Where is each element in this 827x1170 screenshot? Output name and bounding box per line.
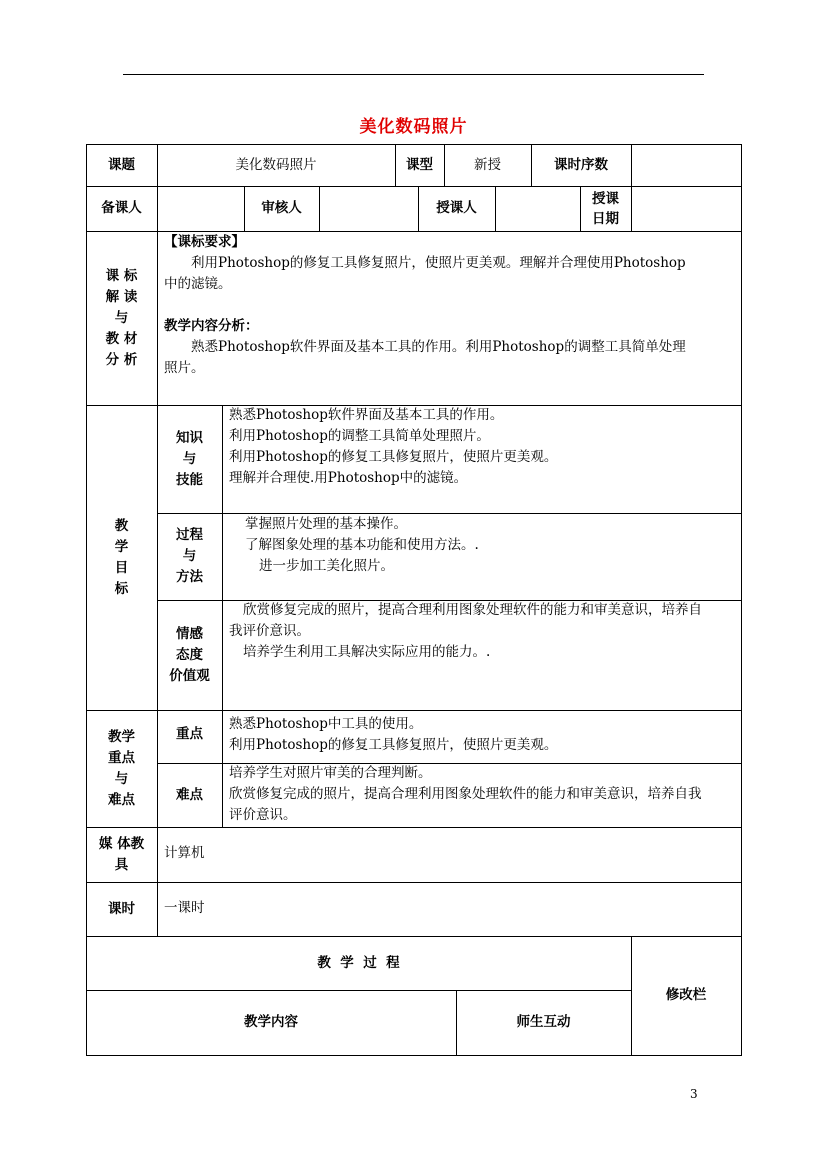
page-title: 美化数码照片 bbox=[359, 117, 468, 137]
process-label-line: 与 bbox=[182, 548, 197, 564]
type-label: 课型 bbox=[406, 156, 433, 173]
media-label-line: 具 bbox=[114, 856, 129, 873]
attitude-label-line: 情感 bbox=[176, 625, 203, 642]
date-label bbox=[580, 186, 631, 231]
objectives-label-line: 学 bbox=[114, 538, 129, 555]
focus-line: 熟悉Photoshop中工具的使用。 bbox=[229, 716, 423, 732]
knowledge-label bbox=[157, 405, 222, 513]
focus-line: 利用Photoshop的修复工具修复照片，使照片更美观。 bbox=[229, 737, 558, 753]
process-label-line: 过程 bbox=[176, 527, 203, 543]
standard-heading: 【课标要求】 bbox=[164, 234, 245, 250]
objectives-label bbox=[86, 405, 157, 710]
knowledge-line: 利用Photoshop的调整工具简单处理照片。 bbox=[229, 428, 490, 444]
focus-content bbox=[222, 710, 742, 763]
keypoints-label-line: 重点 bbox=[108, 749, 135, 766]
date-label-line-1: 授课 bbox=[592, 190, 619, 207]
attitude-label-line: 态度 bbox=[176, 646, 203, 663]
analysis-label-line: 教 材 bbox=[105, 330, 138, 347]
focus-label: 重点 bbox=[176, 726, 203, 742]
attitude-line: 欣赏修复完成的照片，提高合理利用图象处理软件的能力和审美意识，培养自 bbox=[243, 602, 702, 618]
attitude-label-line: 价值观 bbox=[169, 667, 210, 684]
keypoints-label-line: 与 bbox=[114, 770, 129, 787]
attitude-content bbox=[222, 600, 742, 710]
knowledge-line: 利用Photoshop的修复工具修复照片，使照片更美观。 bbox=[229, 449, 558, 465]
date-label-line-2: 日期 bbox=[592, 210, 619, 227]
attitude-line: 我评价意识。 bbox=[229, 623, 310, 639]
difficulty-label: 难点 bbox=[176, 786, 203, 803]
teacher-label: 授课人 bbox=[436, 200, 477, 216]
content-heading: 教学内容分析： bbox=[164, 318, 259, 334]
standard-text: 利用Photoshop的修复工具修复照片，使照片更美观。理解并合理使用Photoshop bbox=[191, 255, 686, 271]
knowledge-label-line: 与 bbox=[182, 450, 197, 467]
media-label-line: 媒 体教 bbox=[98, 835, 145, 852]
objectives-label-line: 教 bbox=[114, 517, 129, 534]
knowledge-content bbox=[222, 405, 742, 513]
process-line: 了解图象处理的基本功能和使用方法。. bbox=[245, 537, 479, 553]
process-line: 进一步加工美化照片。 bbox=[259, 558, 394, 574]
hours-label: 课时 bbox=[108, 900, 135, 917]
keypoints-label-line: 教学 bbox=[108, 728, 135, 745]
knowledge-line: 熟悉Photoshop软件界面及基本工具的作用。 bbox=[229, 407, 504, 423]
objectives-label-line: 目 bbox=[114, 559, 129, 576]
difficulty-line: 培养学生对照片审美的合理判断。 bbox=[229, 765, 432, 781]
knowledge-line: 理解并合理使.用Photoshop中的滤镜。 bbox=[229, 470, 468, 486]
content-text: 熟悉Photoshop软件界面及基本工具的作用。利用Photoshop的调整工具简单处理 bbox=[191, 339, 686, 355]
process-label-line: 方法 bbox=[176, 569, 203, 585]
type-value: 新授 bbox=[474, 156, 501, 173]
page-number: 3 bbox=[690, 1087, 698, 1101]
period-value bbox=[631, 144, 741, 186]
analysis-label bbox=[86, 231, 157, 405]
knowledge-label-line: 知识 bbox=[176, 429, 203, 446]
keypoints-label-line: 难点 bbox=[108, 791, 135, 808]
difficulty-content bbox=[222, 763, 742, 827]
analysis-label-line: 与 bbox=[114, 309, 129, 326]
analysis-label-line: 课 标 bbox=[105, 267, 138, 284]
objectives-label-line: 标 bbox=[114, 580, 129, 597]
process-label bbox=[157, 513, 222, 600]
process-line: 掌握照片处理的基本操作。 bbox=[245, 516, 407, 532]
analysis-content bbox=[157, 231, 742, 405]
subject-label: 课题 bbox=[108, 156, 135, 173]
media-label bbox=[86, 827, 157, 882]
difficulty-line: 评价意识。 bbox=[229, 807, 297, 823]
attitude-line: 培养学生利用工具解决实际应用的能力。. bbox=[243, 644, 491, 660]
subject-value: 美化数码照片 bbox=[235, 156, 317, 173]
interaction-column-label: 师生互动 bbox=[516, 1014, 571, 1030]
period-label: 课时序数 bbox=[554, 156, 608, 173]
revision-column-label: 修改栏 bbox=[665, 987, 707, 1003]
process-content bbox=[222, 513, 742, 600]
keypoints-label bbox=[86, 710, 157, 827]
process-section-title: 教 学 过 程 bbox=[317, 954, 400, 971]
reviewer-label: 审核人 bbox=[261, 200, 302, 216]
analysis-label-line: 解 读 bbox=[105, 288, 138, 305]
knowledge-label-line: 技能 bbox=[176, 471, 203, 488]
preparer-label: 备课人 bbox=[101, 200, 142, 216]
hours-value: 一课时 bbox=[164, 900, 205, 916]
difficulty-line: 欣赏修复完成的照片，提高合理利用图象处理软件的能力和审美意识，培养自我 bbox=[229, 786, 702, 802]
analysis-label-line: 分 析 bbox=[105, 351, 138, 368]
content-text: 照片。 bbox=[164, 360, 205, 376]
standard-text: 中的滤镜。 bbox=[164, 276, 232, 292]
content-column-label: 教学内容 bbox=[244, 1014, 298, 1030]
media-value: 计算机 bbox=[164, 845, 205, 861]
attitude-label bbox=[157, 600, 222, 710]
